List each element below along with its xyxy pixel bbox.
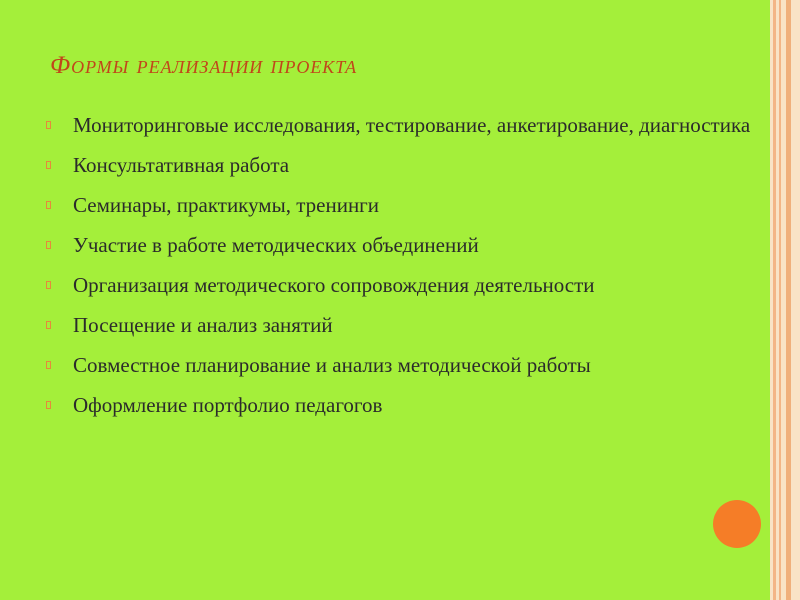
bullet-marker-icon xyxy=(46,361,51,369)
list-item xyxy=(44,232,754,259)
bullet-marker-icon xyxy=(46,241,51,249)
list-item-text: Мониторинговые исследования, тестирование, анкетирование, диагностика xyxy=(73,113,751,137)
list-item xyxy=(44,152,754,179)
list-item-text: Консультативная работа xyxy=(73,153,290,177)
list-item-text: Семинары, практикумы, тренинги xyxy=(73,193,380,217)
list-item xyxy=(44,312,754,339)
list-item xyxy=(44,352,754,379)
list-item xyxy=(44,192,754,219)
bullet-marker-icon xyxy=(46,321,51,329)
list-item xyxy=(44,392,754,419)
list-item-text: Оформление портфолио педагогов xyxy=(73,393,383,417)
list-item-text: Организация методического сопровождения деятельности xyxy=(73,273,595,297)
list-item-text: Участие в работе методических объединений xyxy=(73,233,479,257)
list-item-text: Посещение и анализ занятий xyxy=(73,313,333,337)
list-item xyxy=(44,272,754,299)
decorative-circle-icon xyxy=(713,500,761,548)
list-item xyxy=(44,112,754,139)
bullet-marker-icon xyxy=(46,201,51,209)
bullet-marker-icon xyxy=(46,401,51,409)
bullet-marker-icon xyxy=(46,281,51,289)
bullet-marker-icon xyxy=(46,161,51,169)
side-stripe xyxy=(786,0,791,600)
side-stripe xyxy=(779,0,781,600)
list-item-text: Совместное планирование и анализ методической работы xyxy=(73,353,591,377)
slide-title: Формы реализации проекта xyxy=(50,52,358,79)
side-stripe xyxy=(773,0,776,600)
bullet-list xyxy=(44,112,754,432)
bullet-marker-icon xyxy=(46,121,51,129)
